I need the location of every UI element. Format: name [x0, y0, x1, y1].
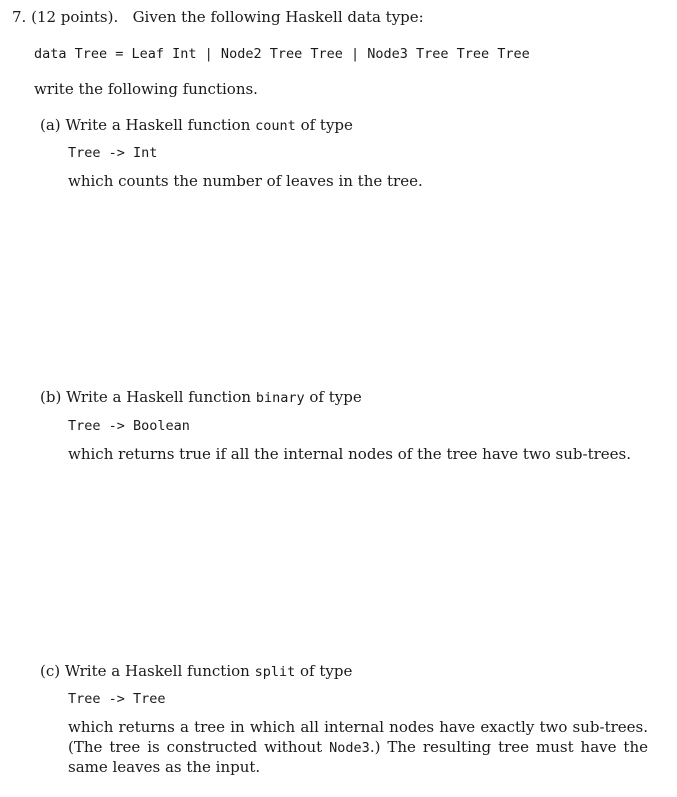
problem-header	[12, 8, 424, 26]
part-b-prefix: Write a Haskell function	[66, 388, 252, 406]
data-type-definition: data Tree = Leaf Int | Node2 Tree Tree | Node3 Tree Tree Tree	[34, 46, 530, 62]
problem-number: 7.	[12, 8, 27, 26]
part-c-heading	[40, 662, 352, 680]
part-a-prefix: Write a Haskell function	[65, 116, 251, 134]
part-c-description-text-2: .) The resulting tree must have the same leaves as the input.	[68, 737, 648, 776]
part-b-signature: Tree -> Boolean	[68, 418, 190, 434]
part-c-description-code: Node3	[329, 739, 370, 756]
part-c-description	[68, 718, 648, 778]
problem-lead: write the following functions.	[34, 80, 258, 98]
part-a-suffix: of type	[300, 116, 353, 134]
part-a-description: which counts the number of leaves in the tree.	[68, 172, 423, 190]
part-b-description: which returns true if all the internal nodes of the tree have two sub-trees.	[68, 445, 631, 463]
part-a-label: (a)	[40, 116, 61, 134]
part-b-function-name: binary	[255, 390, 305, 406]
part-c-prefix: Write a Haskell function	[64, 662, 250, 680]
part-c-function-name: split	[254, 664, 296, 680]
part-c-signature: Tree -> Tree	[68, 691, 166, 707]
part-b-heading	[40, 388, 362, 406]
part-b-suffix: of type	[309, 388, 362, 406]
part-a-signature: Tree -> Int	[68, 145, 158, 161]
part-a-heading	[40, 116, 353, 134]
part-a-function-name: count	[255, 118, 296, 134]
part-b-label: (b)	[40, 388, 62, 406]
part-c-label: (c)	[40, 662, 61, 680]
problem-intro: Given the following Haskell data type:	[132, 8, 424, 26]
part-c-suffix: of type	[300, 662, 353, 680]
part-c-description-text-1: which returns a tree in which all internal nodes have exactly two sub-trees. (The tree is constructed without	[68, 718, 648, 756]
problem-points: (12 points).	[31, 8, 119, 26]
